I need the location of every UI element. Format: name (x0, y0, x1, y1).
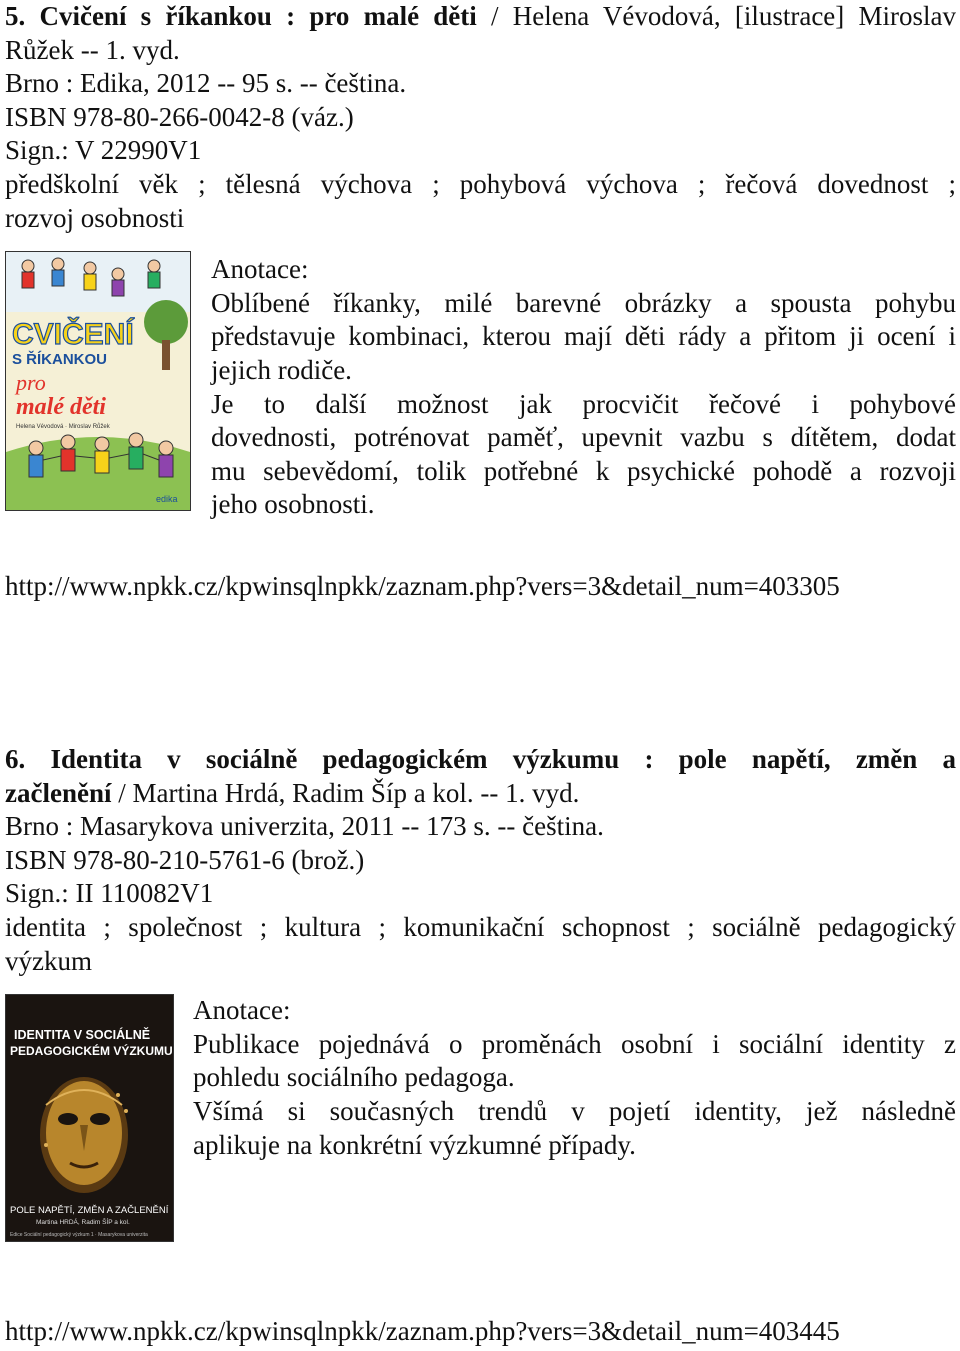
cover-title-line1: IDENTITA V SOCIÁLNĚ (14, 1028, 151, 1043)
record-publisher: Brno : Masarykova univerzita, 2011 -- 173 s. -- čeština. (5, 811, 604, 842)
annotation-line: Publikace pojednává o proměnách osobní i sociální identity z (193, 1028, 956, 1059)
record-link[interactable]: http://www.npkk.cz/kpwinsqlnpkk/zaznam.php?vers=3&detail_num=403445 (5, 1316, 840, 1346)
record-title: 6. Identita v sociálně pedagogickém výzkumu : pole napětí, změn a (5, 744, 956, 774)
record-keywords: identita ; společnost ; kultura ; komunikační schopnost ; sociálně pedagogický (5, 911, 956, 942)
record-responsibility: / Martina Hrdá, Radim Šíp a kol. -- 1. vyd. (111, 777, 580, 808)
annotation-line: Oblíbené říkanky, milé barevné obrázky a spousta pohybu (211, 287, 956, 318)
cover-authors: Helena Vévodová · Miroslav Růžek (16, 424, 110, 431)
cover-publisher-logo: edika (156, 494, 178, 505)
cover-title-cviceni: CVIČENÍ (12, 318, 134, 352)
cover-title-pro: pro (16, 370, 46, 396)
annotation-line: představuje kombinaci, kterou mají děti rády a přitom ji ocení i (211, 321, 956, 352)
annotation-block (211, 253, 956, 522)
record-title-line (5, 777, 956, 811)
annotation-line: pohledu sociálního pedagoga. (193, 1062, 515, 1093)
annotation-line: jeho osobnosti. (211, 489, 375, 520)
annotation-label: Anotace: (193, 995, 291, 1026)
catalog-record (5, 743, 956, 1284)
cover-series: Edice Sociální pedagogický výzkum 1 · Masarykova univerzita (10, 1232, 148, 1239)
book-cover-image (5, 251, 191, 511)
cover-title-rikankou: S ŘÍKANKOU (12, 351, 108, 369)
annotation-line: Všímá si současných trendů v pojetí identity, jež následně (193, 1095, 956, 1126)
record-signature: Sign.: V 22990V1 (5, 135, 202, 166)
catalog-record (5, 0, 956, 551)
annotation-block (193, 994, 956, 1162)
cover-annotation-block (5, 251, 956, 551)
cover-title-line2: PEDAGOGICKÉM VÝZKUMU (10, 1044, 173, 1059)
record-link[interactable]: http://www.npkk.cz/kpwinsqlnpkk/zaznam.php?vers=3&detail_num=403305 (5, 571, 840, 601)
record-responsibility: / Helena Vévodová, [ilustrace] Miroslav (476, 1, 956, 31)
record-keywords-continued: výzkum (5, 945, 92, 976)
book-cover-image (5, 994, 174, 1242)
record-title: 5. Cvičení s říkankou : pro malé děti (5, 1, 477, 31)
annotation-line: mu sebevědomí, tolik potřebné k psychické pohodě a rozvoji (211, 455, 956, 486)
record-signature: Sign.: II 110082V1 (5, 878, 214, 909)
annotation-label: Anotace: (211, 254, 309, 285)
cover-title-male-deti: malé děti (16, 394, 106, 421)
record-isbn: ISBN 978-80-266-0042-8 (váz.) (5, 101, 354, 132)
cover-authors: Martina HRDÁ, Radim ŠÍP a kol. (36, 1219, 130, 1227)
annotation-line: jejich rodiče. (211, 354, 352, 385)
record-title-line (5, 0, 956, 34)
cover-annotation-block (5, 994, 956, 1284)
record-keywords-continued: rozvoj osobnosti (5, 202, 185, 233)
record-title-continued: začlenění (5, 777, 112, 808)
cover-subtitle: POLE NAPĚTÍ, ZMĚN A ZAČLENĚNÍ (10, 1205, 169, 1217)
annotation-line: Je to další možnost jak procvičit řečové i pohybové (211, 388, 956, 419)
annotation-line: dovednosti, potrénovat paměť, upevnit vazbu s dítětem, dodat (211, 422, 956, 453)
record-title-continued: Růžek -- 1. vyd. (5, 34, 180, 65)
record-isbn: ISBN 978-80-210-5761-6 (brož.) (5, 844, 365, 875)
annotation-line: aplikuje na konkrétní výzkumné případy. (193, 1129, 636, 1160)
record-publisher: Brno : Edika, 2012 -- 95 s. -- čeština. (5, 68, 407, 99)
record-keywords: předškolní věk ; tělesná výchova ; pohybová výchova ; řečová dovednost ; (5, 168, 956, 199)
